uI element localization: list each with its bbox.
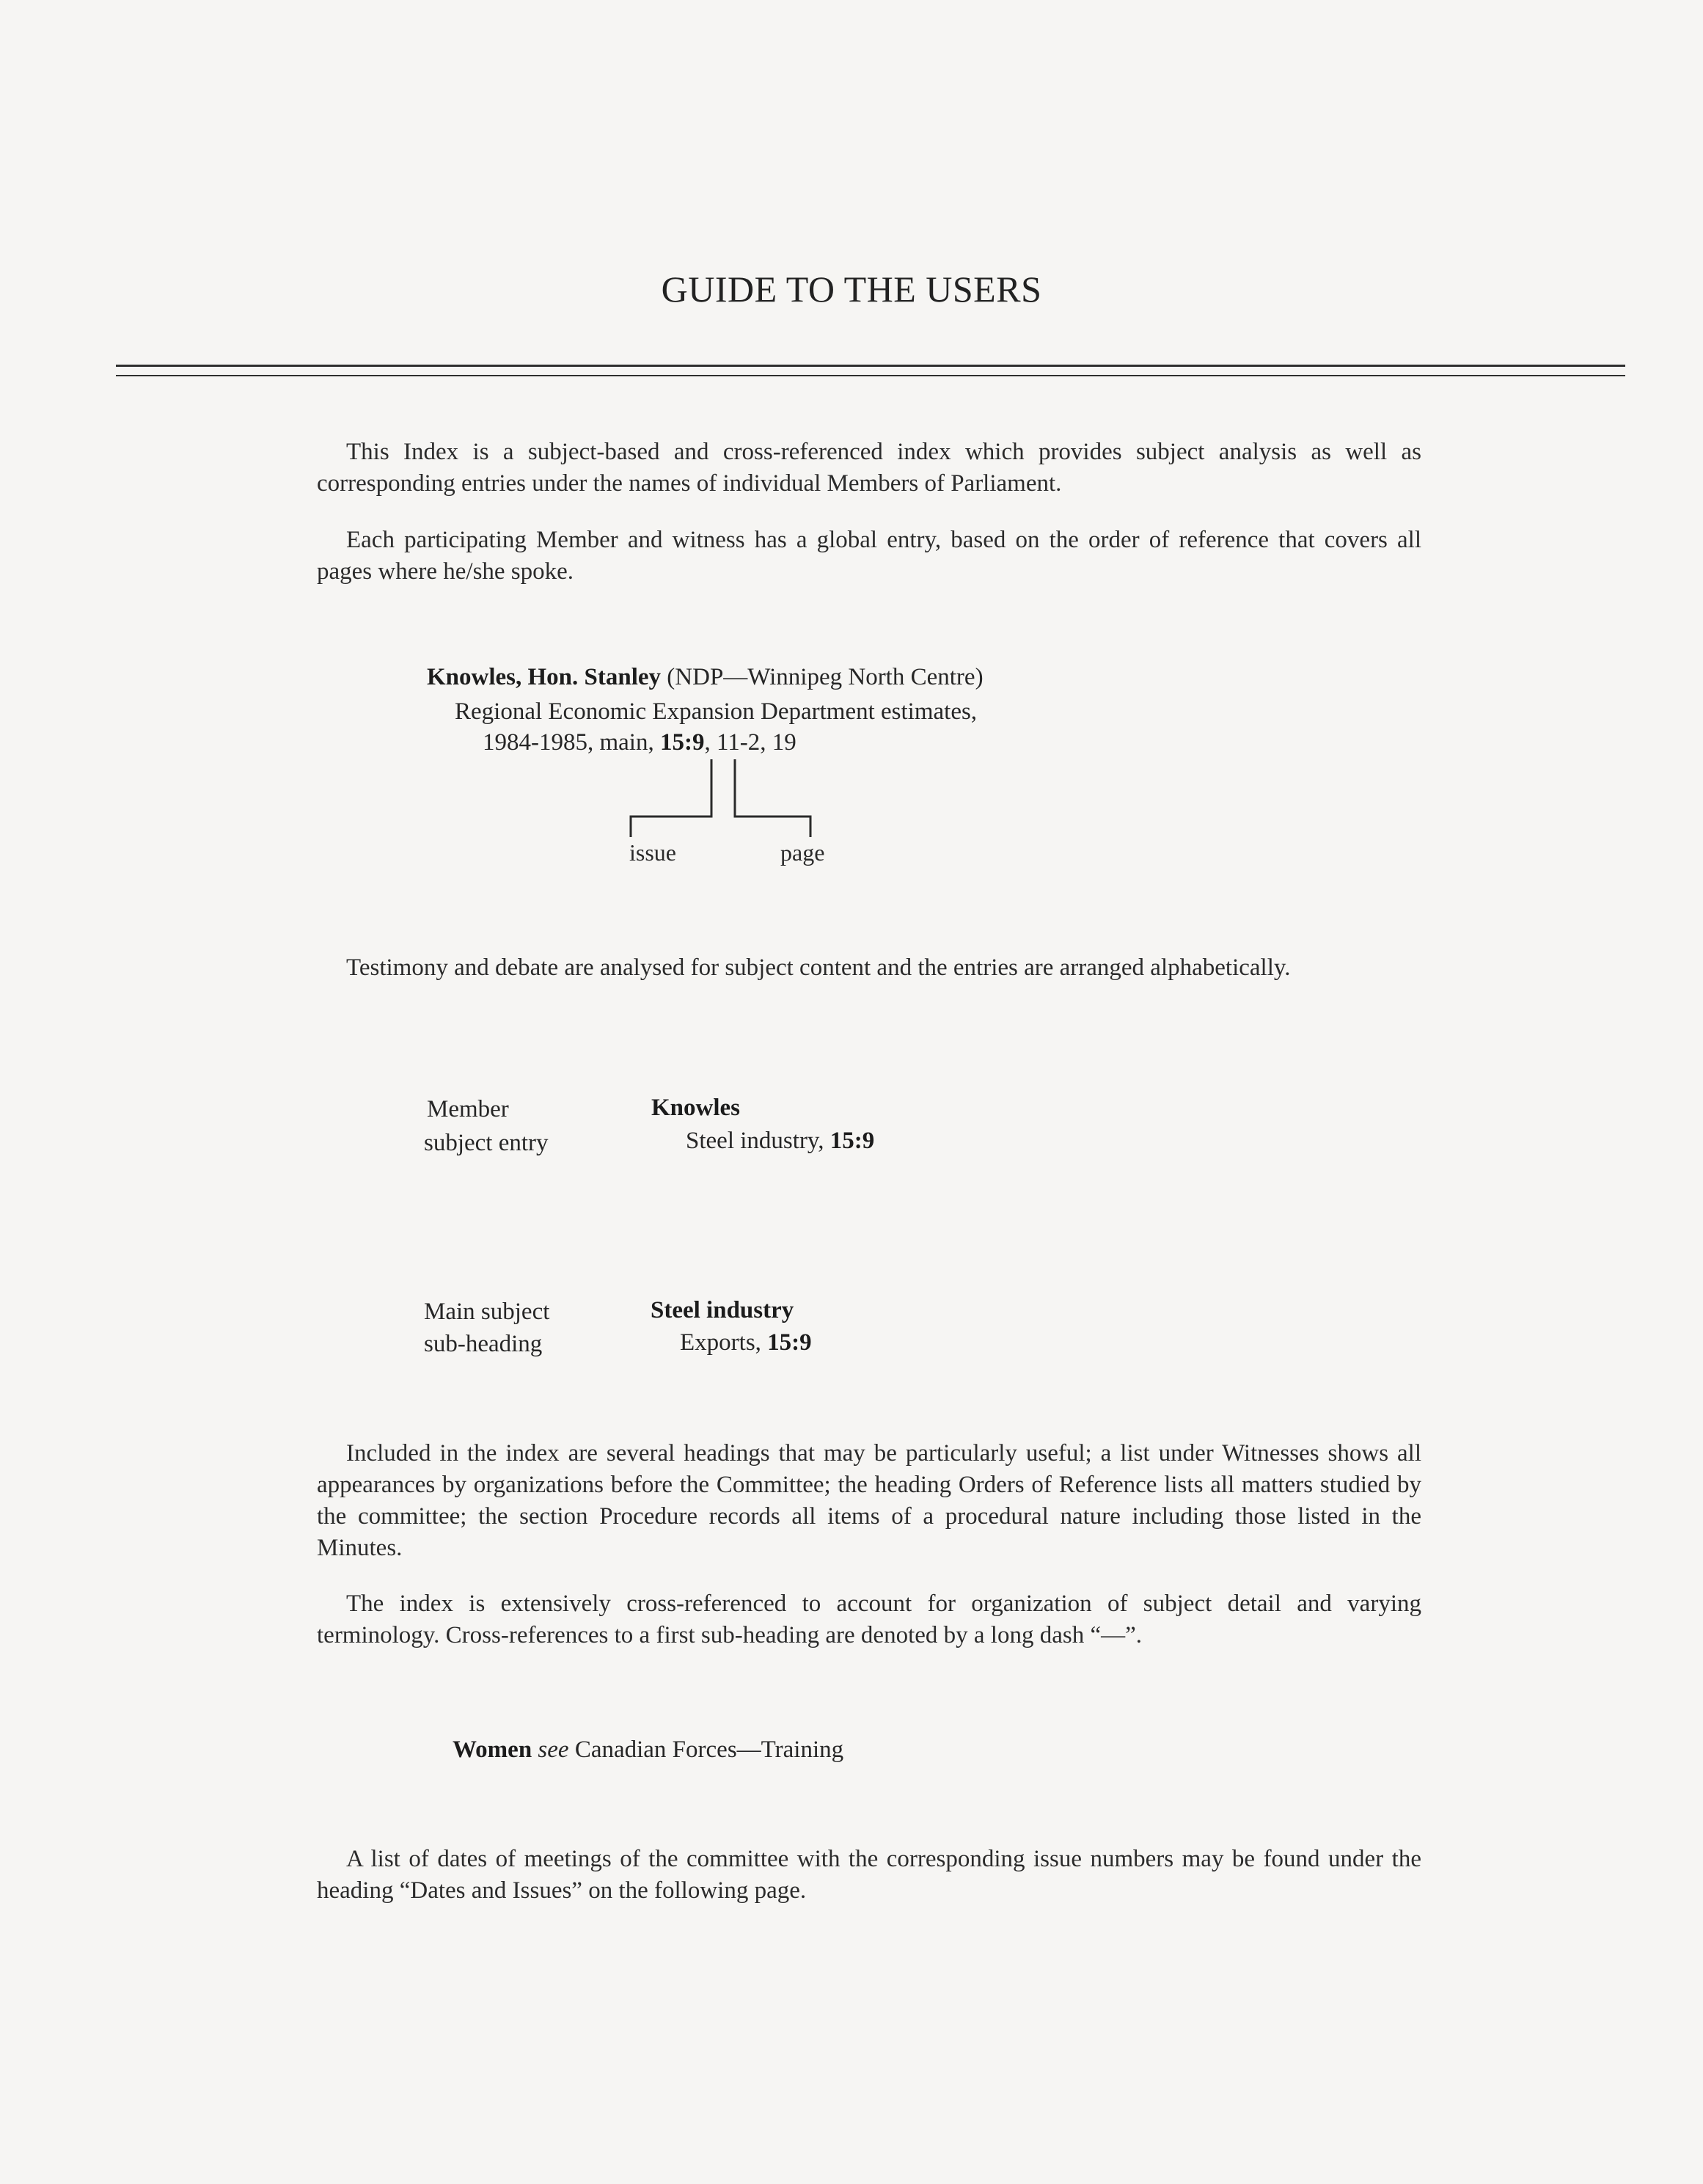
analysis-text: Testimony and debate are analysed for subject content and the entries are arranged alphabetically. (346, 954, 1291, 981)
label-issue: issue (629, 839, 676, 866)
dates-paragraph (317, 1844, 1421, 1907)
intro-paragraph-2 (317, 525, 1421, 588)
intro-paragraph-1 (317, 437, 1421, 500)
member-entry-ref: 15:9 (829, 1128, 875, 1154)
member-entry-text: Steel industry, (686, 1128, 830, 1154)
crossref-see: see (538, 1736, 569, 1763)
issue-page-bracket-diagram (616, 759, 829, 840)
intro-text-1: This Index is a subject-based and cross-referenced index which provides subject analysis as well as corresponding entries under the names of individual Members of Parliament. (317, 439, 1421, 497)
crossref-target: Canadian Forces—Training (568, 1736, 844, 1763)
crossref-text: The index is extensively cross-referenced to account for organization of subject detail and varying terminology. Cross-references to a first sub-heading are denoted by a long dash “—”. (317, 1590, 1421, 1648)
example-entry-line-3 (483, 728, 796, 757)
crossref-paragraph (317, 1588, 1421, 1651)
label-member: Member (427, 1096, 509, 1122)
subject-sub-heading (680, 1328, 812, 1357)
subject-heading-text: Steel industry (651, 1297, 794, 1323)
example-entry-line-2: Regional Economic Expansion Department estimates, (455, 698, 978, 725)
example-entry-issue-page: 15:9 (659, 729, 705, 756)
label-sub-heading: sub-heading (424, 1331, 543, 1357)
subject-entry-ref: 15:9 (767, 1329, 812, 1356)
analysis-paragraph (317, 952, 1421, 984)
label-main-subject: Main subject (424, 1299, 550, 1325)
member-heading (651, 1093, 740, 1122)
label-page: page (780, 839, 825, 866)
example-entry-line-1 (427, 662, 984, 692)
headings-paragraph (317, 1438, 1421, 1564)
example-entry-prefix: 1984-1985, main, (483, 729, 660, 756)
crossref-term: Women (453, 1736, 532, 1763)
crossref-example (453, 1735, 843, 1764)
intro-text-2: Each participating Member and witness has a global entry, based on the order of reference that covers all pages where he/she spoke. (317, 527, 1421, 585)
page-title: GUIDE TO THE USERS (661, 269, 1042, 310)
label-subject-entry: subject entry (424, 1130, 549, 1156)
example-entry-name: Knowles, Hon. Stanley (427, 664, 662, 690)
title-rule-thick (116, 365, 1625, 367)
dates-text: A list of dates of meetings of the committee with the corresponding issue numbers may be found under the heading “Dates and Issues” on the following page. (317, 1846, 1421, 1904)
subject-entry-text: Exports, (680, 1329, 768, 1356)
example-entry-suffix: , 11-2, 19 (704, 729, 796, 756)
subject-heading (651, 1296, 794, 1325)
member-subject-entry (686, 1126, 874, 1155)
example-entry-party: (NDP—Winnipeg North Centre) (661, 664, 984, 690)
member-heading-text: Knowles (651, 1095, 741, 1121)
title-rule-thin (116, 375, 1625, 376)
headings-text: Included in the index are several headings that may be particularly useful; a list under Witnesses shows all appearances by organizations before the Committee; the heading Orders of Reference lists all matters studied by the committee; the section Procedure records all items of a procedural nature including those listed in the Minutes. (317, 1440, 1421, 1561)
